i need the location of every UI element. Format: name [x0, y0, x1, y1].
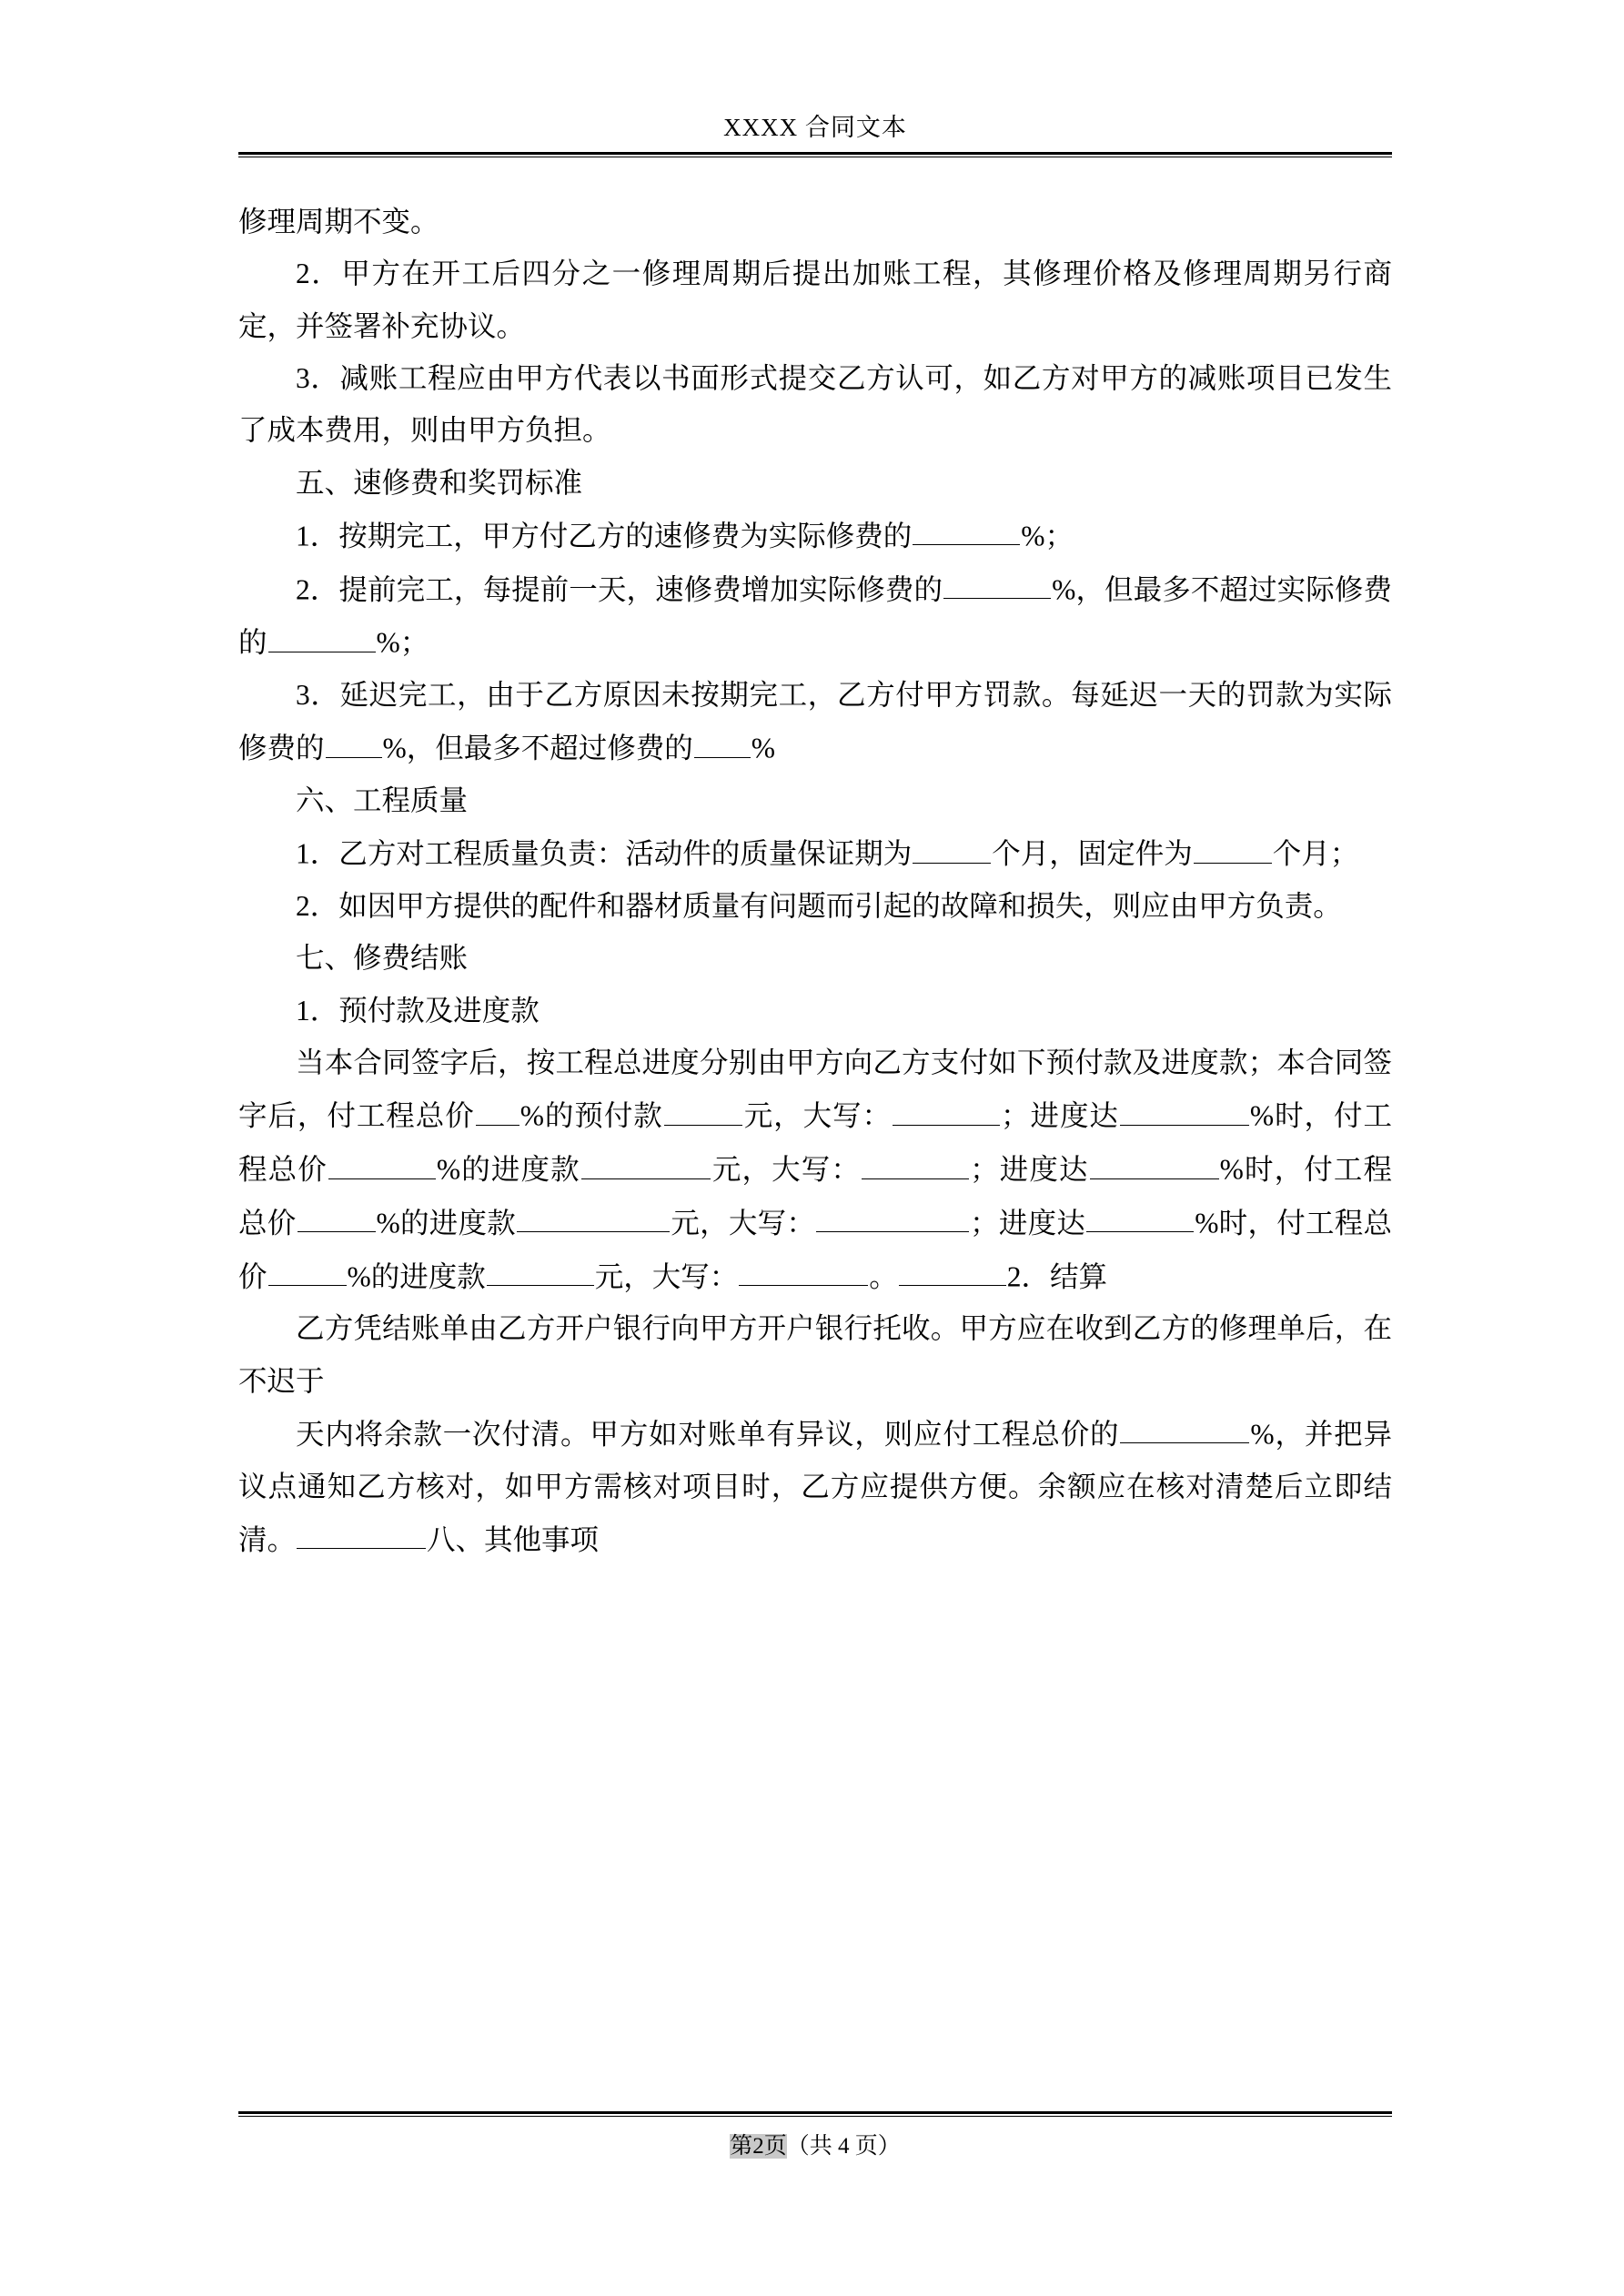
footer-pagination [238, 2117, 1392, 2160]
fill-in-blank[interactable] [1120, 1088, 1249, 1125]
paragraph-item-7-2 [238, 1302, 1392, 1407]
paragraph-text: %时，付工程总价 [238, 1099, 1392, 1186]
fill-in-blank[interactable] [581, 1142, 711, 1178]
paragraph-text: %的进度款 [376, 1207, 517, 1239]
paragraph-text: 1．预付款及进度款 [296, 994, 540, 1027]
paragraph-text: % [751, 732, 776, 764]
header-title: XXXX 合同文本 [723, 114, 907, 141]
paragraph-text: ；进度达 [970, 1153, 1089, 1186]
paragraph-text: 1．按期完工，甲方付乙方的速修费为实际修费的 [296, 520, 913, 552]
fill-in-blank[interactable] [268, 615, 376, 652]
page-content [238, 107, 1392, 1566]
paragraph-settlement [238, 1407, 1392, 1566]
paragraph-item-4-2 [238, 248, 1392, 352]
paragraph-text: 天内将余款一次付清。甲方如对账单有异议，则应付工程总价的 [296, 1418, 1120, 1451]
paragraph-text: %时，付工程总价 [238, 1207, 1392, 1292]
fill-in-blank[interactable] [664, 1088, 742, 1125]
paragraph-text: 八、其他事项 [427, 1523, 600, 1556]
fill-in-blank[interactable] [893, 1088, 1000, 1125]
paragraph-text: 元，大写： [671, 1207, 816, 1239]
paragraph-text: 3．减账工程应由甲方代表以书面形式提交乙方认可，如乙方对甲方的减账项目已发生了成本费用，则由甲方负担。 [238, 361, 1392, 447]
paragraph-item-5-1 [238, 509, 1392, 562]
section-heading-text: 六、工程质量 [296, 784, 469, 817]
paragraph-text: %，但最多不超过实际修费的 [238, 573, 1392, 659]
fill-in-blank[interactable] [476, 1088, 519, 1125]
paragraph-text: ；进度达 [970, 1207, 1086, 1239]
fill-in-blank[interactable] [1090, 1142, 1219, 1178]
paragraph-text: 3．延迟完工，由于乙方原因未按期完工，乙方付甲方罚款。每延迟一天的罚款为实际修费的 [238, 679, 1392, 764]
paragraph-item-7-1 [238, 985, 1392, 1037]
section-heading-seven [238, 932, 1392, 984]
paragraph-continuation [238, 196, 1392, 248]
fill-in-blank[interactable] [913, 509, 1020, 545]
paragraph-item-6-1 [238, 826, 1392, 880]
fill-in-blank[interactable] [913, 826, 991, 863]
footer-rule-thick [238, 2111, 1392, 2114]
paragraph-text: %，并把异议点通知乙方核对，如甲方需核对项目时，乙方应提供方便。余额应在核对清楚后立即结清。 [238, 1418, 1392, 1556]
paragraph-payment-schedule [238, 1037, 1392, 1302]
paragraph-text: 当本合同签字后，按工程总进度分别由甲方向乙方支付如下预付款及进度款；本合同签字后，付工程总价 [238, 1047, 1392, 1132]
page-footer [238, 2111, 1392, 2160]
fill-in-blank[interactable] [899, 1249, 1006, 1286]
paragraph-text: %的预付款 [519, 1099, 663, 1132]
paragraph-item-6-2 [238, 880, 1392, 932]
fill-in-blank[interactable] [268, 1249, 347, 1286]
paragraph-text: 2．甲方在开工后四分之一修理周期后提出加账工程，其修理价格及修理周期另行商定，并签署补充协议。 [238, 258, 1392, 342]
fill-in-blank[interactable] [943, 562, 1051, 599]
fill-in-blank[interactable] [739, 1249, 868, 1286]
paragraph-text: 2．结算 [1006, 1259, 1108, 1292]
paragraph-text: 2．如因甲方提供的配件和器材质量有问题而引起的故障和损失，则应由甲方负责。 [296, 890, 1342, 923]
paragraph-text: 2．提前完工，每提前一天，速修费增加实际修费的 [296, 573, 943, 606]
section-heading-five [238, 457, 1392, 509]
paragraph-text: 个月，固定件为 [992, 837, 1193, 870]
fill-in-blank[interactable] [326, 721, 382, 757]
fill-in-blank[interactable] [694, 721, 751, 757]
paragraph-text: 1．乙方对工程质量负责：活动件的质量保证期为 [296, 837, 913, 870]
header-rule-thick [238, 152, 1392, 155]
paragraph-text: %； [376, 626, 429, 659]
fill-in-blank[interactable] [297, 1512, 426, 1549]
paragraph-text: ；进度达 [1001, 1099, 1119, 1132]
fill-in-blank[interactable] [816, 1196, 969, 1232]
paragraph-item-4-3 [238, 352, 1392, 457]
paragraph-text: %，但最多不超过修费的 [382, 732, 693, 764]
paragraph-text: 个月； [1272, 837, 1359, 870]
paragraph-text: 。 [869, 1259, 898, 1292]
paragraph-text: %的进度款 [436, 1153, 580, 1186]
paragraph-text: 元，大写： [594, 1259, 739, 1292]
fill-in-blank[interactable] [298, 1196, 376, 1232]
fill-in-blank[interactable] [517, 1196, 670, 1232]
fill-in-blank[interactable] [862, 1142, 969, 1178]
paragraph-text: 修理周期不变。 [238, 206, 439, 238]
paragraph-text: %的进度款 [347, 1259, 486, 1292]
paragraph-text: 元，大写： [742, 1099, 893, 1132]
paragraph-text: 乙方凭结账单由乙方开户银行向甲方开户银行托收。甲方应在收到乙方的修理单后，在不迟于 [238, 1312, 1392, 1397]
paragraph-text: 元，大写： [711, 1153, 862, 1186]
paragraph-text: %； [1021, 520, 1074, 552]
document-body [238, 196, 1392, 1566]
fill-in-blank[interactable] [1120, 1407, 1249, 1443]
page-header [238, 107, 1392, 152]
fill-in-blank[interactable] [1194, 826, 1272, 863]
fill-in-blank[interactable] [328, 1142, 436, 1178]
section-heading-six [238, 774, 1392, 826]
section-heading-text: 七、修费结账 [296, 942, 469, 975]
section-heading-text: 五、速修费和奖罚标准 [296, 466, 583, 499]
paragraph-item-5-2 [238, 562, 1392, 669]
fill-in-blank[interactable] [1086, 1196, 1194, 1232]
paragraph-text: %时，付工程总价 [238, 1153, 1392, 1239]
paragraph-item-5-3 [238, 669, 1392, 774]
footer-total-pages: （共 4 页） [786, 2134, 901, 2159]
footer-page-number: 第2页 [730, 2134, 787, 2159]
fill-in-blank[interactable] [487, 1249, 594, 1286]
